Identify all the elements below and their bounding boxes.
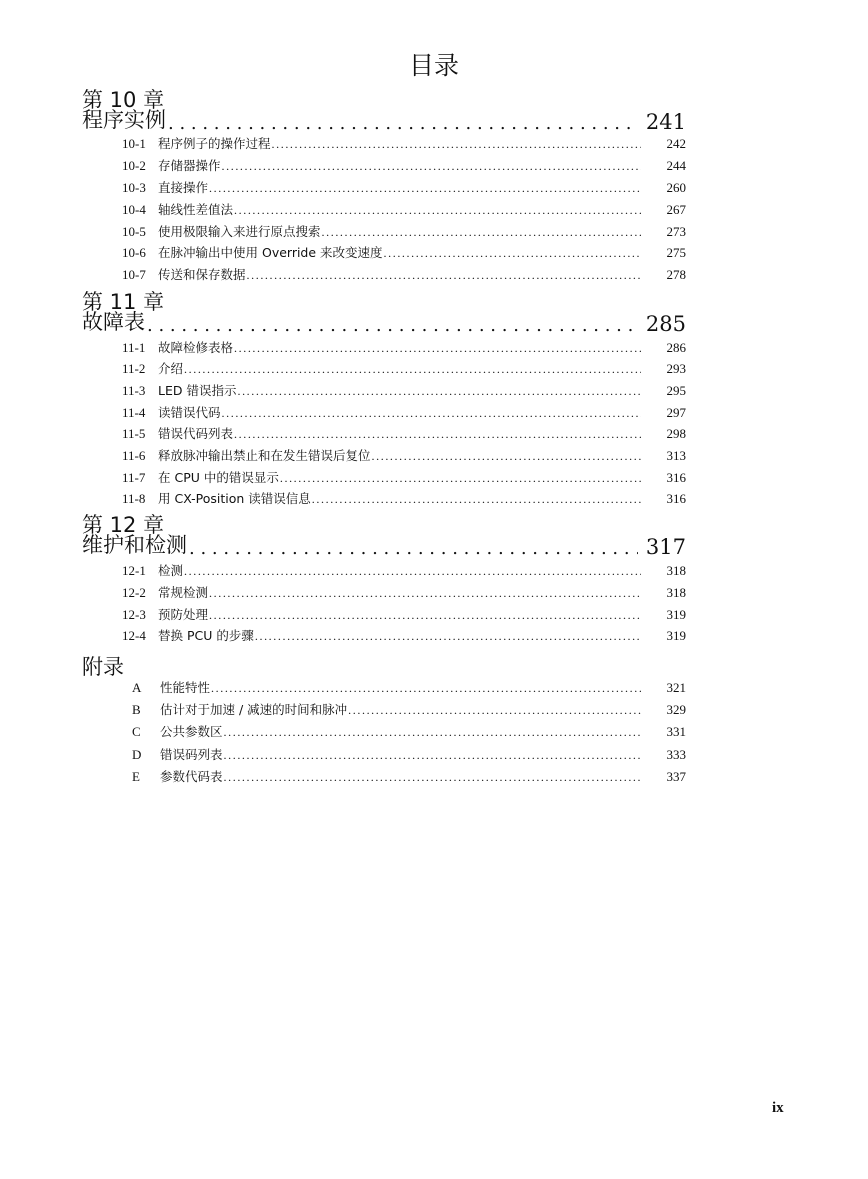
appendix-letter: D [132, 747, 142, 762]
chapter-title: 维护和检测 [82, 533, 187, 557]
appendix-title: 性能特性 [160, 680, 211, 695]
section-page: 267 [666, 202, 686, 217]
dot-leader [209, 608, 640, 623]
appendix-page: 329 [666, 702, 686, 717]
toc-chapter-entry[interactable] [82, 310, 686, 336]
chapter-label: 第 10 章 [82, 88, 165, 112]
section-title: 轴线性差值法 [158, 202, 234, 217]
dot-leader [184, 564, 640, 579]
section-title: 介绍 [158, 361, 184, 376]
dot-leader [222, 406, 641, 421]
dot-leader [272, 137, 641, 152]
section-title: 用 CX-Position 读错误信息 [158, 491, 311, 506]
dot-leader [237, 384, 640, 399]
section-title: 检测 [158, 563, 184, 578]
toc-section-entry[interactable] [122, 626, 686, 644]
dot-leader [147, 315, 638, 336]
appendix-title: 参数代码表 [160, 769, 223, 784]
toc-appendix-entry[interactable] [132, 700, 686, 718]
section-title: 使用极限输入来进行原点搜索 [158, 224, 321, 239]
section-title: 程序例子的操作过程 [158, 136, 271, 151]
dot-leader [211, 681, 640, 696]
dot-leader [224, 725, 641, 740]
section-number: 12-4 [122, 628, 146, 643]
dot-leader [168, 113, 638, 134]
section-page: 318 [666, 585, 686, 600]
section-title: 常规检测 [158, 585, 209, 600]
toc-section-entry[interactable] [122, 403, 686, 421]
dot-leader [224, 770, 641, 785]
appendix-letter: C [132, 724, 141, 739]
section-page: 275 [666, 245, 686, 260]
section-title: 直接操作 [158, 180, 209, 195]
chapter-page: 317 [645, 535, 686, 559]
section-page: 273 [666, 224, 686, 239]
appendix-title: 错误码列表 [160, 747, 223, 762]
section-page: 319 [666, 628, 686, 643]
appendix-page: 337 [666, 769, 686, 784]
appendix-letter: B [132, 702, 141, 717]
dot-leader [312, 492, 641, 507]
section-title: 预防处理 [158, 607, 209, 622]
toc-section-entry[interactable] [122, 156, 686, 174]
appendix-letter: E [132, 769, 140, 784]
toc-section-entry[interactable] [122, 222, 686, 240]
toc-section-entry[interactable] [122, 134, 686, 152]
section-number: 11-4 [122, 405, 146, 420]
toc-section-entry[interactable] [122, 200, 686, 218]
dot-leader [384, 246, 641, 261]
section-page: 316 [666, 491, 686, 506]
section-number: 10-2 [122, 158, 146, 173]
section-title: 释放脉冲输出禁止和在发生错误后复位 [158, 448, 371, 463]
section-number: 12-3 [122, 607, 146, 622]
section-page: 293 [666, 361, 686, 376]
section-page: 242 [666, 136, 686, 151]
section-title: LED 错误指示 [158, 383, 237, 398]
section-number: 10-5 [122, 224, 146, 239]
section-number: 11-3 [122, 383, 146, 398]
section-number: 10-1 [122, 136, 146, 151]
toc-section-entry[interactable] [122, 489, 686, 507]
section-page: 260 [666, 180, 686, 195]
dot-leader [234, 427, 640, 442]
section-title: 错误代码列表 [158, 426, 234, 441]
section-page: 295 [666, 383, 686, 398]
section-number: 11-2 [122, 361, 146, 376]
section-page: 316 [666, 470, 686, 485]
chapter-page: 241 [645, 110, 686, 134]
section-number: 12-2 [122, 585, 146, 600]
toc-appendix-entry[interactable] [132, 678, 686, 696]
dot-leader [209, 586, 640, 601]
section-title: 传送和保存数据 [158, 267, 246, 282]
toc-section-entry[interactable] [122, 561, 686, 579]
toc-appendix-entry[interactable] [132, 767, 686, 785]
toc-section-entry[interactable] [122, 265, 686, 283]
dot-leader [222, 159, 641, 174]
section-page: 297 [666, 405, 686, 420]
toc-section-entry[interactable] [122, 605, 686, 623]
section-page: 313 [666, 448, 686, 463]
section-title: 故障检修表格 [158, 340, 234, 355]
toc-section-entry[interactable] [122, 381, 686, 399]
section-number: 10-3 [122, 180, 146, 195]
toc-section-entry[interactable] [122, 468, 686, 486]
page-number: ix [772, 1100, 784, 1116]
section-number: 11-1 [122, 340, 146, 355]
dot-leader [189, 538, 638, 559]
section-page: 244 [666, 158, 686, 173]
dot-leader [184, 362, 640, 377]
dot-leader [372, 449, 641, 464]
appendix-page: 321 [666, 680, 686, 695]
chapter-page: 285 [645, 312, 686, 336]
section-page: 278 [666, 267, 686, 282]
page-title: 目录 [408, 51, 459, 80]
section-page: 318 [666, 563, 686, 578]
section-number: 10-6 [122, 245, 146, 260]
section-page: 298 [666, 426, 686, 441]
section-title: 读错误代码 [158, 405, 221, 420]
toc-section-entry[interactable] [122, 338, 686, 356]
appendix-letter: A [132, 680, 142, 695]
dot-leader [322, 225, 641, 240]
toc-section-entry[interactable] [122, 178, 686, 196]
toc-chapter-entry[interactable] [82, 108, 686, 134]
chapter-label: 第 11 章 [82, 290, 165, 314]
appendix-page: 333 [666, 747, 686, 762]
section-page: 319 [666, 607, 686, 622]
section-number: 10-7 [122, 267, 146, 282]
dot-leader [234, 341, 640, 356]
dot-leader [224, 748, 641, 763]
toc-appendix-entry[interactable] [132, 745, 686, 763]
section-number: 11-5 [122, 426, 146, 441]
toc-section-entry[interactable] [122, 424, 686, 442]
chapter-label: 第 12 章 [82, 513, 165, 537]
section-title: 存储器操作 [158, 158, 221, 173]
dot-leader [280, 471, 641, 486]
section-number: 10-4 [122, 202, 146, 217]
toc-chapter-entry[interactable] [82, 533, 686, 559]
dot-leader [209, 181, 640, 196]
section-number: 12-1 [122, 563, 146, 578]
toc-appendix-entry[interactable] [132, 722, 686, 740]
dot-leader [247, 268, 641, 283]
appendix-title: 估计对于加速 / 减速的时间和脉冲 [160, 702, 348, 717]
appendix-page: 331 [666, 724, 686, 739]
section-page: 286 [666, 340, 686, 355]
toc-section-entry[interactable] [122, 583, 686, 601]
toc-section-entry[interactable] [122, 446, 686, 464]
appendix-title: 公共参数区 [160, 724, 223, 739]
section-number: 11-7 [122, 470, 146, 485]
chapter-title: 程序实例 [82, 108, 166, 132]
section-number: 11-8 [122, 491, 146, 506]
dot-leader [255, 629, 641, 644]
section-title: 在 CPU 中的错误显示 [158, 470, 279, 485]
section-number: 11-6 [122, 448, 146, 463]
toc-section-entry[interactable] [122, 359, 686, 377]
chapter-title: 故障表 [82, 310, 145, 334]
dot-leader [234, 203, 640, 218]
section-title: 在脉冲输出中使用 Override 来改变速度 [158, 245, 383, 260]
section-title: 替换 PCU 的步骤 [158, 628, 254, 643]
dot-leader [348, 703, 640, 718]
appendix-label: 附录 [82, 655, 124, 679]
toc-section-entry[interactable] [122, 243, 686, 261]
